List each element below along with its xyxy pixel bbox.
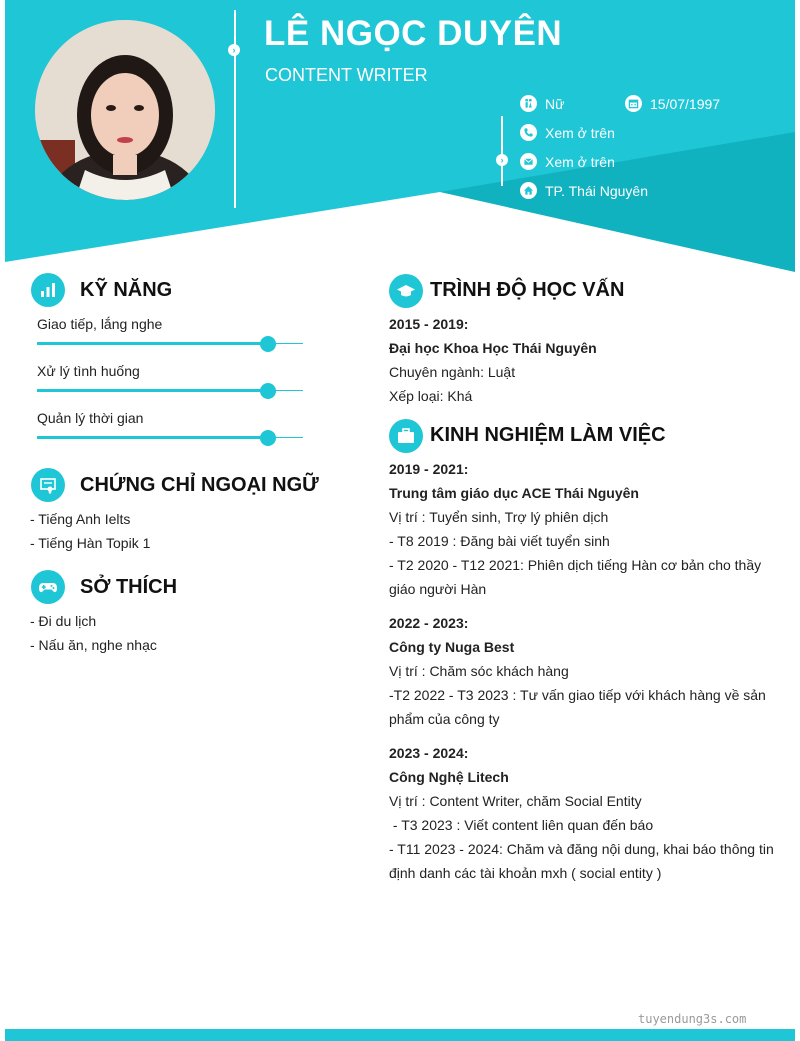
certificate-item: - Tiếng Hàn Topik 1 bbox=[30, 535, 151, 551]
contact-phone bbox=[520, 124, 615, 141]
education-major: Chuyên ngành: Luật bbox=[389, 364, 516, 380]
skill-level-knob bbox=[260, 430, 276, 446]
header-divider-line bbox=[234, 10, 236, 208]
phone-text: Xem ở trên bbox=[545, 124, 615, 141]
hobby-item: - Nấu ăn, nghe nhạc bbox=[30, 637, 157, 653]
chevron-right-icon: › bbox=[496, 154, 508, 166]
gender-text: Nữ bbox=[545, 95, 565, 112]
skill-label: Xử lý tình huống bbox=[37, 363, 140, 379]
job-details bbox=[389, 659, 774, 731]
chevron-right-icon: › bbox=[228, 44, 240, 56]
skill-level-fill bbox=[37, 389, 268, 392]
footer-bar bbox=[5, 1029, 795, 1041]
job-line: Vị trí : Content Writer, chăm Social Entity bbox=[389, 793, 642, 809]
job-period: 2019 - 2021: bbox=[389, 461, 469, 477]
skill-level-bar bbox=[37, 390, 303, 391]
certificate-item: - Tiếng Anh Ielts bbox=[30, 511, 131, 527]
job-line: Vị trí : Tuyển sinh, Trợ lý phiên dịch bbox=[389, 509, 609, 525]
certificates-title: CHỨNG CHỈ NGOẠI NGỮ bbox=[80, 474, 319, 496]
job-details bbox=[389, 789, 774, 885]
contact-divider-line bbox=[501, 116, 503, 186]
contact-gender bbox=[520, 95, 564, 112]
job-company: Công Nghệ Litech bbox=[389, 769, 509, 785]
job-line: - T11 2023 - 2024: Chăm và đăng nội dung, khai báo thông tin định danh các tài khoản mxh ( social entity ) bbox=[389, 841, 774, 881]
skill-level-knob bbox=[260, 383, 276, 399]
calendar-icon bbox=[625, 95, 642, 112]
job-period: 2022 - 2023: bbox=[389, 615, 469, 631]
phone-icon bbox=[520, 124, 537, 141]
job-line: - T2 2020 - T12 2021: Phiên dịch tiếng Hàn cơ bản cho thầy giáo người Hàn bbox=[389, 557, 762, 597]
job-period: 2023 - 2024: bbox=[389, 745, 469, 761]
skill-level-bar bbox=[37, 343, 303, 344]
address-text: TP. Thái Nguyên bbox=[545, 182, 648, 199]
skill-level-knob bbox=[260, 336, 276, 352]
candidate-name: LÊ NGỌC DUYÊN bbox=[264, 14, 563, 53]
skill-label: Giao tiếp, lắng nghe bbox=[37, 316, 163, 332]
graduation-cap-icon bbox=[389, 274, 423, 308]
job-line: - T8 2019 : Đăng bài viết tuyển sinh bbox=[389, 533, 610, 549]
gamepad-icon bbox=[31, 570, 65, 604]
email-text: Xem ở trên bbox=[545, 153, 615, 170]
contact-birthday bbox=[625, 95, 720, 112]
job-line: - T3 2023 : Viết content liên quan đến báo bbox=[389, 817, 654, 833]
skill-level-bar bbox=[37, 437, 303, 438]
skill-level-fill bbox=[37, 436, 268, 439]
watermark: tuyendung3s.com bbox=[638, 1012, 747, 1026]
job-company: Trung tâm giáo dục ACE Thái Nguyên bbox=[389, 485, 639, 501]
skills-title: KỸ NĂNG bbox=[80, 279, 173, 301]
contact-address bbox=[520, 182, 648, 199]
skill-label: Quản lý thời gian bbox=[37, 410, 144, 426]
job-line: Vị trí : Chăm sóc khách hàng bbox=[389, 663, 569, 679]
experience-title: KINH NGHIỆM LÀM VIỆC bbox=[430, 424, 666, 446]
hobby-item: - Đi du lịch bbox=[30, 613, 97, 629]
skill-level-fill bbox=[37, 342, 268, 345]
job-company: Công ty Nuga Best bbox=[389, 639, 515, 655]
birthday-text: 15/07/1997 bbox=[650, 95, 721, 112]
chart-icon bbox=[31, 273, 65, 307]
contact-email bbox=[520, 153, 615, 170]
education-grade: Xếp loại: Khá bbox=[389, 388, 473, 404]
education-title: TRÌNH ĐỘ HỌC VẤN bbox=[430, 279, 625, 301]
email-icon bbox=[520, 153, 537, 170]
gender-icon bbox=[520, 95, 537, 112]
briefcase-icon bbox=[389, 419, 423, 453]
education-school: Đại học Khoa Học Thái Nguyên bbox=[389, 340, 597, 356]
job-line: -T2 2022 - T3 2023 : Tư vấn giao tiếp với khách hàng về sản phẩm của công ty bbox=[389, 687, 766, 727]
education-period: 2015 - 2019: bbox=[389, 316, 469, 332]
candidate-role: CONTENT WRITER bbox=[265, 65, 428, 85]
hobbies-title: SỞ THÍCH bbox=[80, 576, 178, 598]
home-icon bbox=[520, 182, 537, 199]
avatar bbox=[35, 20, 215, 200]
job-details bbox=[389, 505, 774, 601]
certificate-icon bbox=[31, 468, 65, 502]
